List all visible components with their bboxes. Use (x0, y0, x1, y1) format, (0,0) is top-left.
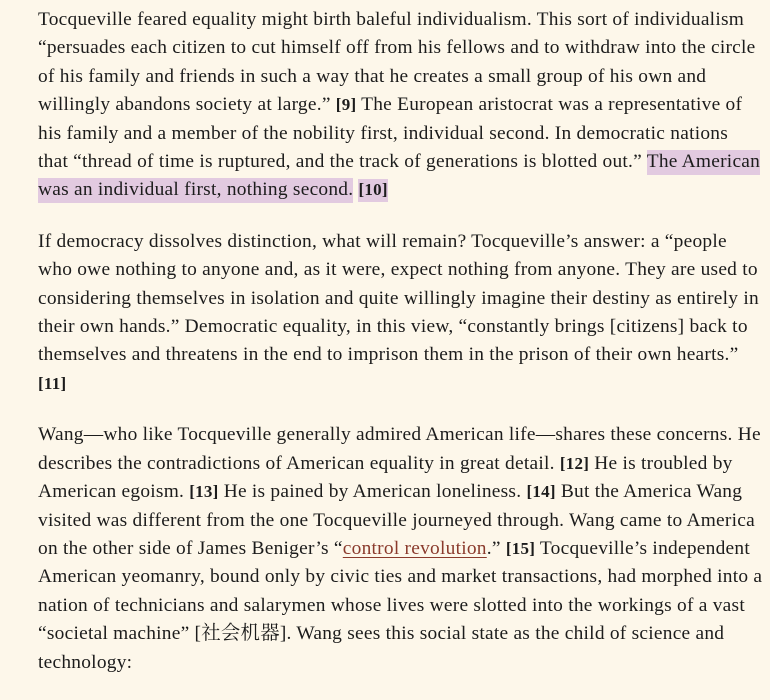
article-body (38, 6, 763, 700)
highlighted-sentence: The American was an individual first, nothing second. (38, 150, 760, 203)
paragraph (38, 228, 763, 398)
footnote-marker[interactable]: [14] (526, 482, 556, 502)
footnote-marker[interactable]: [12] (559, 453, 590, 473)
footnote-marker[interactable]: [13] (189, 482, 219, 502)
footnote-marker[interactable]: [11] (38, 373, 67, 393)
paragraph-text: He is troubled by American egoism. (38, 452, 733, 503)
paragraph-text: He is pained by American loneliness. (218, 481, 527, 503)
paragraph-text: Tocqueville feared equality might birth baleful individualism. This sort of individualism “persuades each citizen to cut himself off from his fellows and to withdraw into the circle of his family and friends in such a way that he creates a small group of his own and willingly abandons society at large.” (38, 9, 756, 116)
paragraph (38, 421, 763, 677)
paragraph-text: The European aristocrat was a representative of his family and a member of the nobility first, individual second. In democratic nations that “thread of time is ruptured, and the track of generations is blotted out.” (38, 94, 743, 173)
footnote-marker[interactable]: [15] (505, 538, 536, 558)
paragraph-text: If democracy dissolves distinction, what will remain? Tocqueville’s answer: a “people who owe nothing to anyone and, as it were, expect nothing from anyone. They are used to considering themselves in isolation and quite willingly imagine their destiny as entirely in their own hands.” Democratic equality, in this view, “constantly brings [citizens] back to themselves and threatens in the end to imprison them in the prison of their own hearts.” (38, 230, 759, 366)
paragraph-text: But the America Wang visited was different from the one Tocqueville journeyed through. Wang came to America on the other side of James Beniger’s “ (38, 481, 755, 559)
paragraph-text: Wang—who like Tocqueville generally admired American life—shares these concerns. He describes the contradictions of American equality in great detail. (38, 424, 761, 474)
footnote-marker[interactable]: [9] (335, 95, 357, 115)
control-revolution-link[interactable]: control revolution (342, 537, 487, 559)
footnote-marker[interactable]: [10] (358, 179, 387, 202)
paragraph (38, 6, 763, 205)
paragraph-text: Tocqueville’s independent American yeomanry, bound only by civic ties and market transactions, had morphed into a nation of technicians and salarymen whose lives were slotted into the workings of a vast “societal machine” [社会机器]. Wang sees this social state as the child of science and technology: (38, 537, 763, 673)
paragraph-text: .” (486, 537, 506, 559)
